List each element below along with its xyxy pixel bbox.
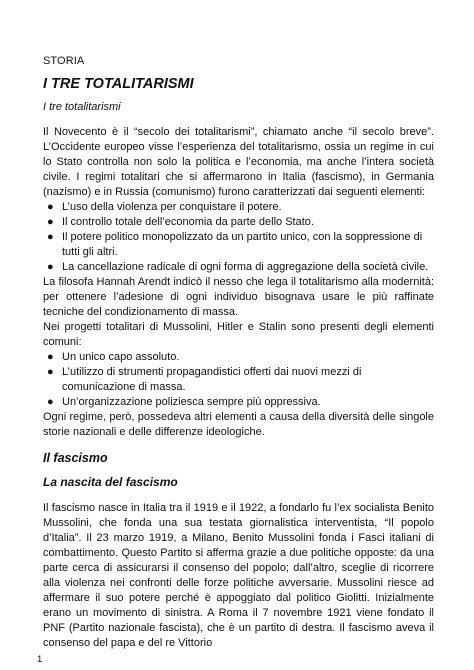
bullet-icon: ● <box>47 396 54 408</box>
document-title: I TRE TOTALITARISMI <box>43 76 194 92</box>
list-item-text: La cancellazione radicale di ogni forma di aggregazione della società civile. <box>62 261 429 273</box>
intro-paragraph: Il Novecento è il “secolo dei totalitarismi”, chiamato anche “il secolo breve”. L’Occidente europeo visse l’esperienza del totalitarismo, ossia un regime in cui lo Stato controlla non solo la politica e l’economia, ma anche l’intera società civile. I regimi totalitari che si affermarono in Italia (fascismo), in Germania (nazismo) e in Russia (comunismo) furono caratterizzati dai seguenti elementi: <box>43 126 434 198</box>
list-item-text: Un’organizzazione poliziesca sempre più oppressiva. <box>62 396 321 408</box>
common-elements-paragraph: Nei progetti totalitari di Mussolini, Hitler e Stalin sono presenti degli elementi comuni: <box>43 321 434 348</box>
list-item <box>47 350 434 365</box>
list-item <box>47 215 434 230</box>
document-subtitle: I tre totalitarismi <box>43 101 121 113</box>
bullet-icon: ● <box>47 366 54 378</box>
list-item-text: Il controllo totale dell’economia da parte dello Stato. <box>62 216 314 228</box>
bullet-icon: ● <box>47 216 54 228</box>
bullet-icon: ● <box>47 351 54 363</box>
list-item-text: Il potere politico monopolizzato da un partito unico, con la soppressione di tutti gli altri. <box>62 231 423 258</box>
bullet-list-elements <box>43 200 434 275</box>
bullet-icon: ● <box>47 261 54 273</box>
list-item-text: Un unico capo assoluto. <box>62 351 180 363</box>
list-item <box>47 200 434 215</box>
section-heading: Il fascismo <box>43 451 108 465</box>
list-item-text: L’uso della violenza per conquistare il potere. <box>62 201 282 213</box>
subject-label: STORIA <box>43 55 85 67</box>
bullet-icon: ● <box>47 201 54 213</box>
page-number: 1 <box>37 654 43 665</box>
list-item <box>47 365 434 395</box>
bullet-list-common <box>43 350 434 410</box>
page-content <box>43 55 434 651</box>
fascism-paragraph: Il fascismo nasce in Italia tra il 1919 e il 1922, a fondarlo fu l’ex socialista Benito Mussolini, che fonda una sua testata giornalistica interventista, “Il popolo d’Italia”. Il 23 marzo 1919, a Milano, Benito Mussolini fonda i Fasci italiani di combattimento. Questo Partito si afferma grazie a due politiche opposte: da una parte cerca di assicurarsi il consenso del popolo; dall’altro, sceglie di ricorrere alla violenza nei confronti delle forze politiche avversarie. Mussolini riesce ad affermare il suo potere perché è appoggiato dal politico Giolitti. Inizialmente erano un movimento di sinistra. A Roma il 7 novembre 1921 viene fondato il PNF (Partito nazionale fascista), che è un partito di destra. Il fascismo aveva il consenso del papa e del re Vittorio <box>43 502 434 649</box>
bullet-icon: ● <box>47 231 54 243</box>
list-item <box>47 260 434 275</box>
list-item <box>47 395 434 410</box>
subsection-heading: La nascita del fascismo <box>43 475 178 489</box>
arendt-paragraph: La filosofa Hannah Arendt indicò il nesso che lega il totalitarismo alla modernità: per ottenere l’adesione di ogni individuo bisognava usare le più raffinate tecniche del condizionamento di massa. <box>43 276 434 318</box>
list-item-text: L’utilizzo di strumenti propagandistici offerti dai nuovi mezzi di comunicazione di massa. <box>62 366 362 393</box>
list-item <box>47 230 434 260</box>
regimes-paragraph: Ogni regime, però, possedeva altri elementi a causa della diversità delle singole storie nazionali e delle differenze ideologiche. <box>43 411 434 438</box>
